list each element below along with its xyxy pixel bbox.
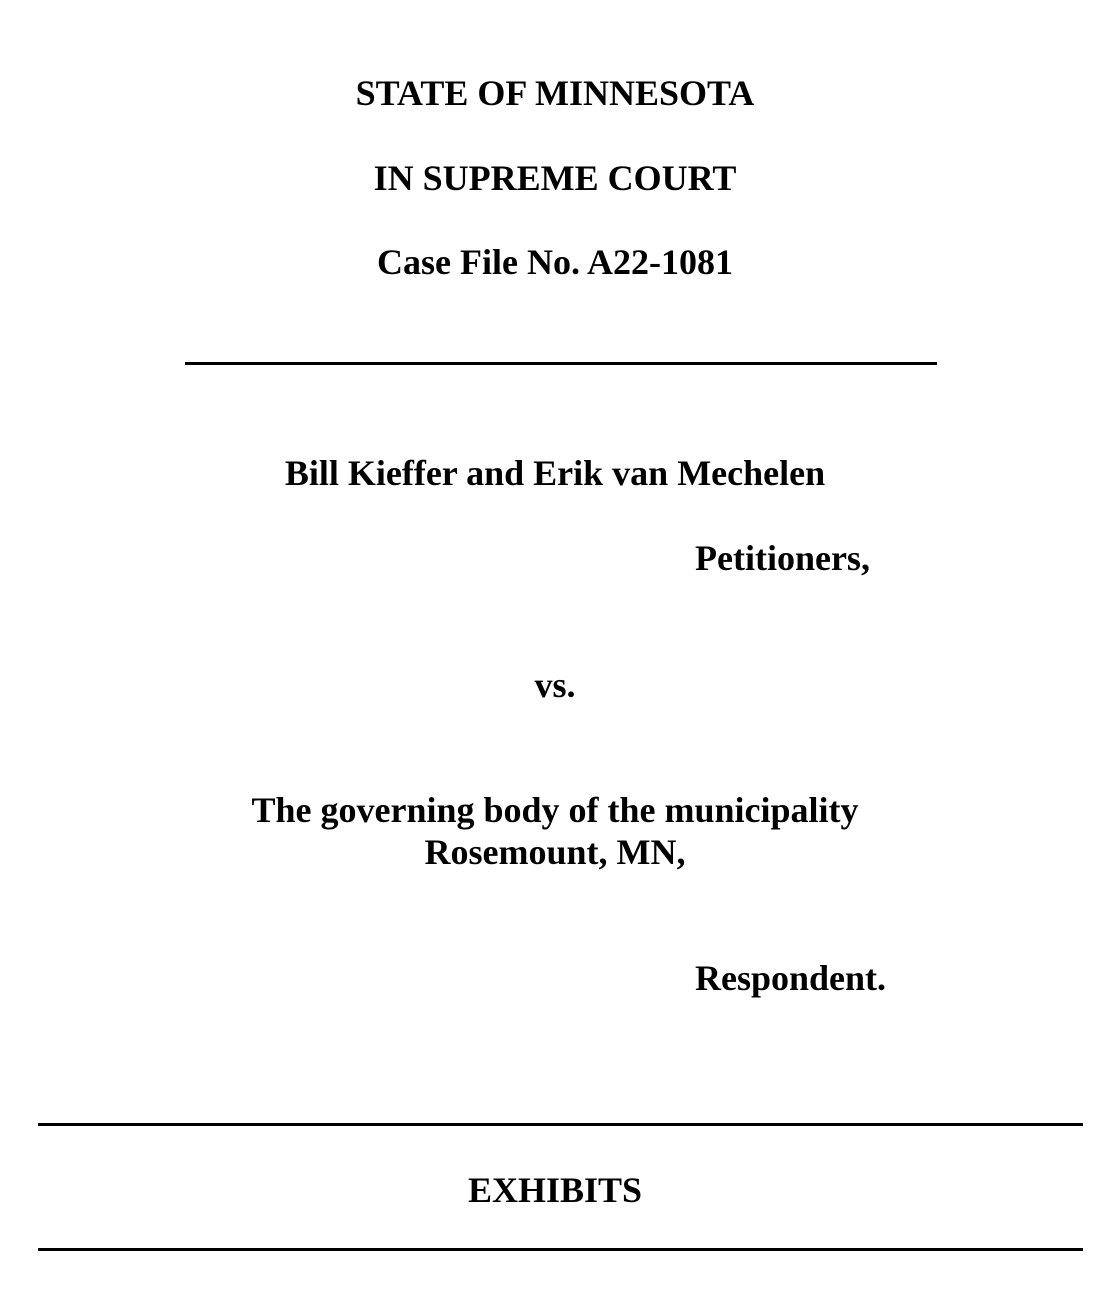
respondent-label: Respondent. xyxy=(695,958,887,998)
case-file-number: Case File No. A22-1081 xyxy=(377,242,733,282)
caption-divider xyxy=(185,362,937,365)
petitioners-label: Petitioners, xyxy=(695,538,870,578)
respondent-name-line2: Rosemount, MN, xyxy=(424,832,686,872)
state-heading: STATE OF MINNESOTA xyxy=(355,73,755,113)
title-top-divider xyxy=(38,1123,1083,1126)
document-title: EXHIBITS xyxy=(467,1170,643,1210)
respondent-name-line1: The governing body of the municipality xyxy=(251,790,859,830)
petitioners-names: Bill Kieffer and Erik van Mechelen xyxy=(284,453,826,493)
versus-label: vs. xyxy=(534,665,576,705)
court-heading: IN SUPREME COURT xyxy=(373,158,737,198)
title-bottom-divider xyxy=(38,1248,1083,1251)
